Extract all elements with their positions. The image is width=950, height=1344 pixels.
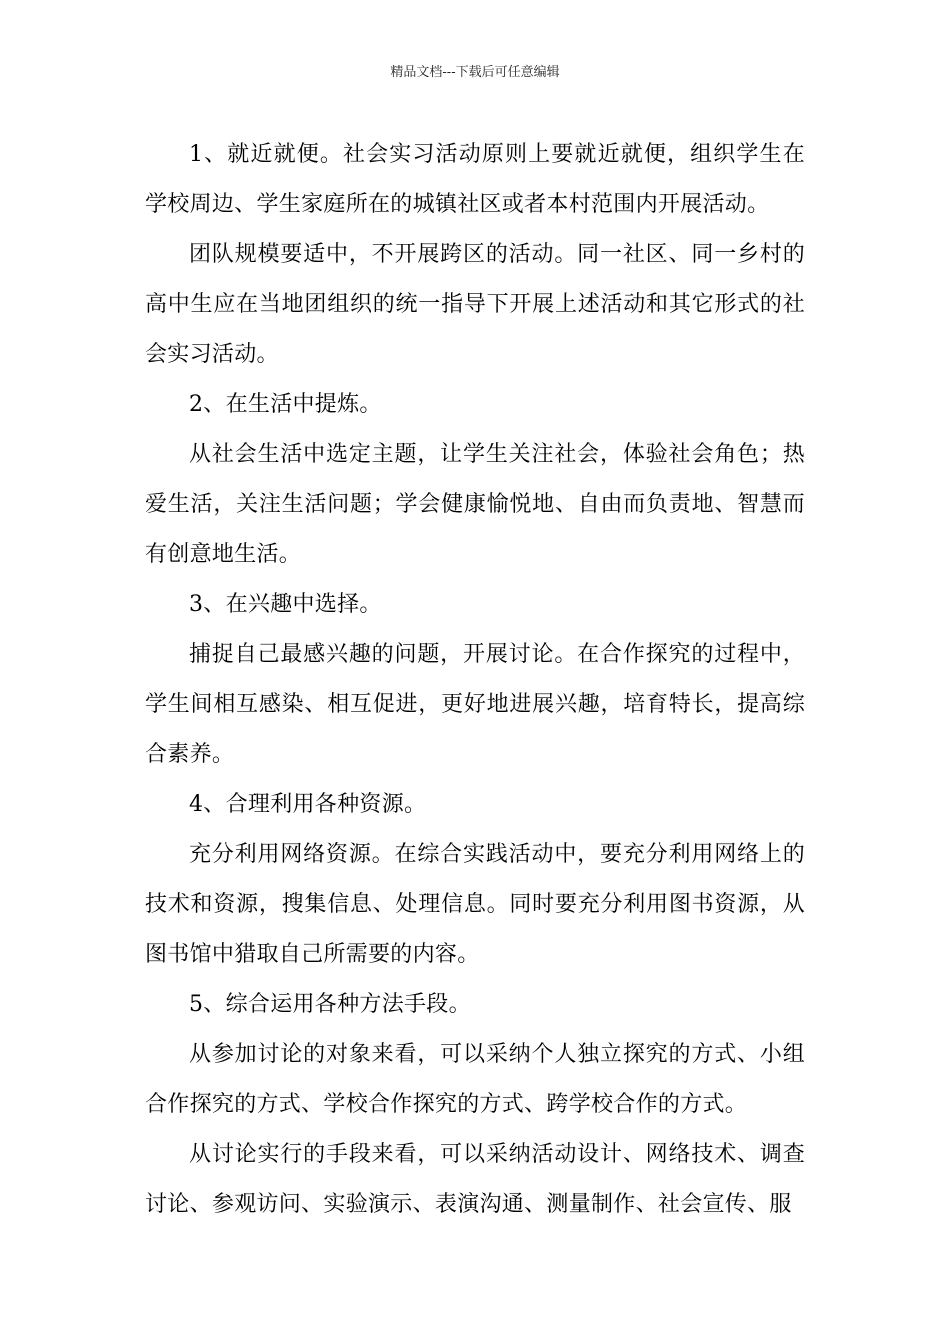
paragraph-5: 充分利用网络资源。在综合实践活动中，要充分利用网络上的技术和资源，搜集信息、处理信息。同时要充分利用图书资源，从图书馆中猎取自己所需要的内容。 (145, 842, 805, 967)
heading-2: 2、在生活中提炼。 (189, 392, 382, 417)
paragraph-1: 1、就近就便。社会实习活动原则上要就近就便，组织学生在学校周边、学生家庭所在的城镇社区或者本村范围内开展活动。 (145, 142, 805, 217)
heading-5: 5、综合运用各种方法手段。 (189, 992, 471, 1017)
paragraph-6: 从参加讨论的对象来看，可以采纳个人独立探究的方式、小组合作探究的方式、学校合作探究的方式、跨学校合作的方式。 (145, 1042, 805, 1117)
paragraph-3: 从社会生活中选定主题，让学生关注社会，体验社会角色；热爱生活，关注生活问题；学会健康愉悦地、自由而负责地、智慧而有创意地生活。 (145, 442, 805, 567)
paragraph-4: 捕捉自己最感兴趣的问题，开展讨论。在合作探究的过程中，学生间相互感染、相互促进，更好地进展兴趣，培育特长，提高综合素养。 (145, 642, 805, 767)
page-header: 精品文档---下载后可任意编辑 (390, 65, 560, 80)
document-body (145, 130, 805, 1230)
heading-3: 3、在兴趣中选择。 (189, 592, 382, 617)
paragraph-2: 团队规模要适中，不开展跨区的活动。同一社区、同一乡村的高中生应在当地团组织的统一指导下开展上述活动和其它形式的社会实习活动。 (145, 242, 805, 367)
paragraph-7: 从讨论实行的手段来看，可以采纳活动设计、网络技术、调查讨论、参观访问、实验演示、表演沟通、测量制作、社会宣传、服 (145, 1142, 805, 1217)
heading-4: 4、合理利用各种资源。 (189, 792, 427, 817)
